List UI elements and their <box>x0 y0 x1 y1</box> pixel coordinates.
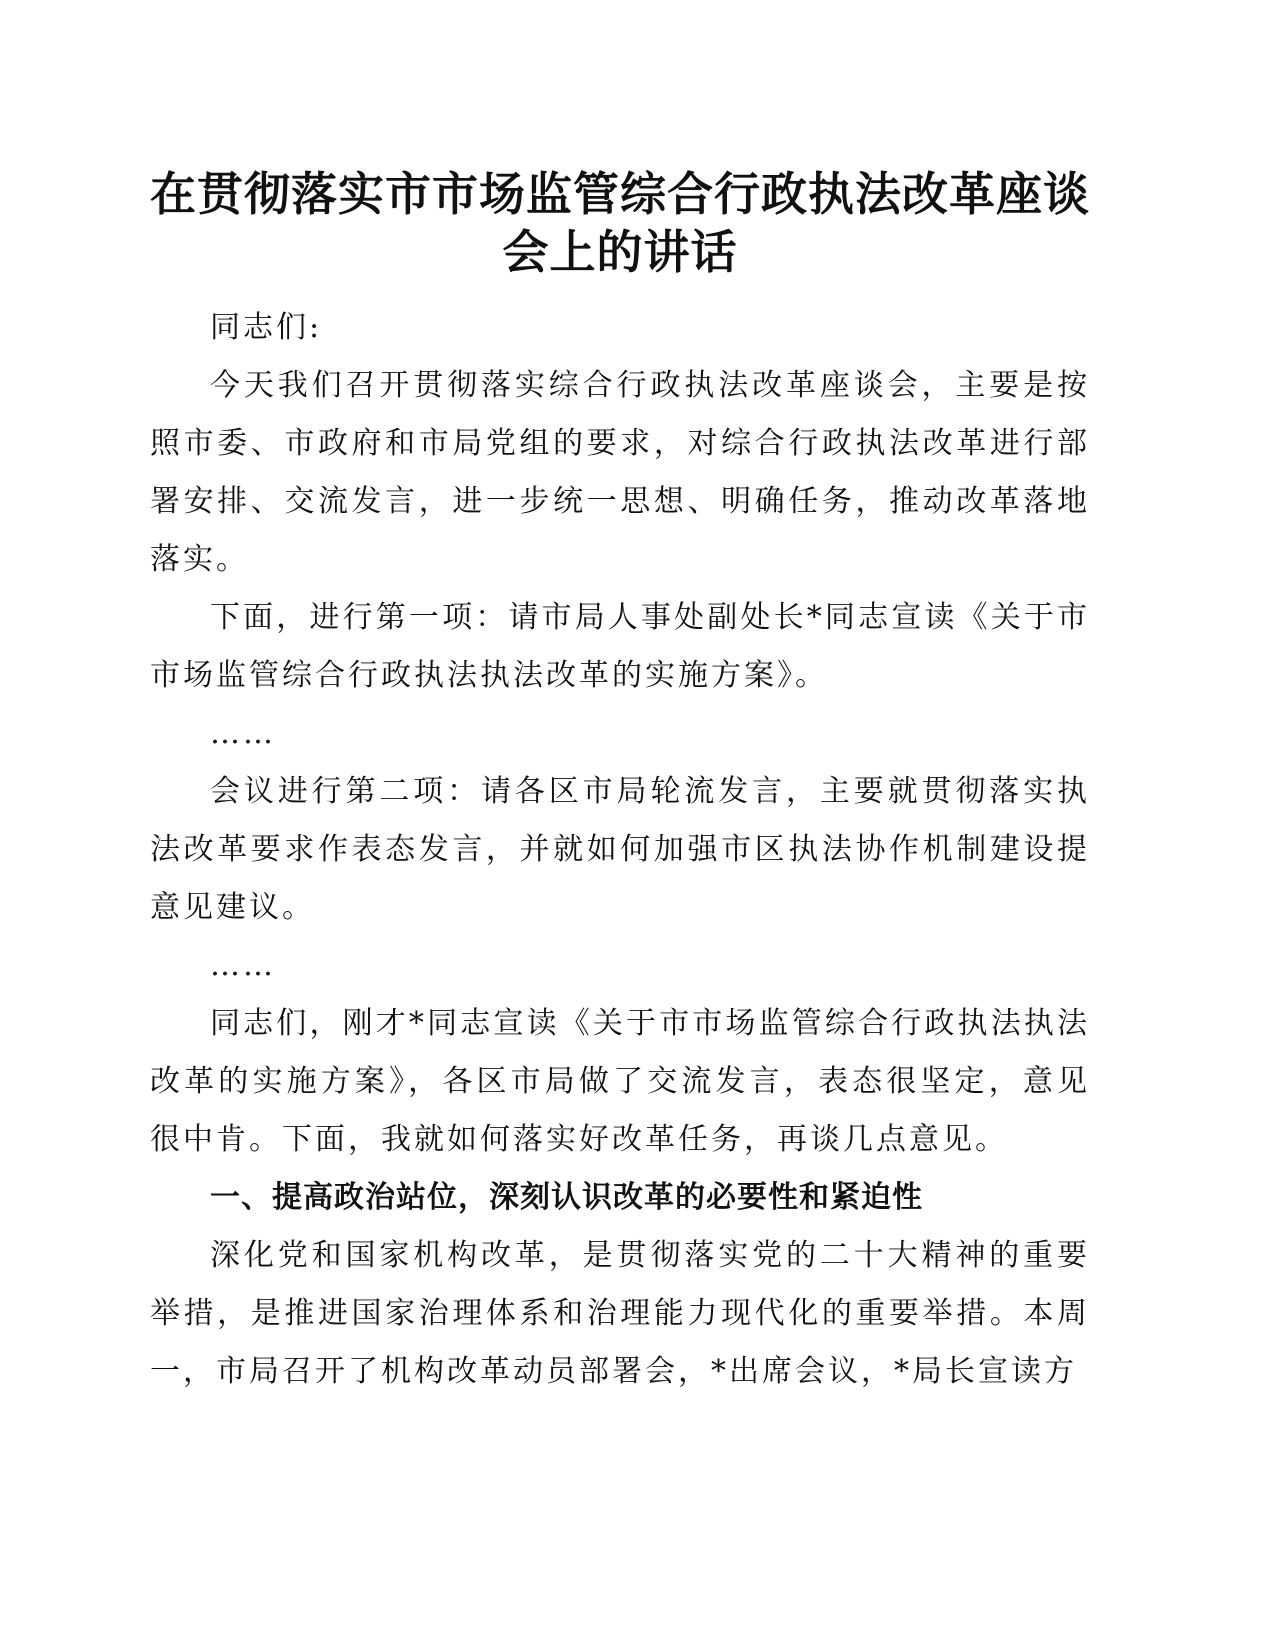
ellipsis-2: …… <box>210 948 276 983</box>
paragraph-summary: 同志们，刚才*同志宣读《关于市市场监管综合行政执法执法改革的实施方案》，各区市局做了交流发言，表态很坚定，意见很中肯。下面，我就如何落实好改革任务，再谈几点意见。 <box>150 1006 1090 1157</box>
title-line-2: 会上的讲话 <box>502 225 738 279</box>
section-heading: 一、提高政治站位，深刻认识改革的必要性和紧迫性 <box>210 1180 923 1215</box>
paragraph-item-two: 会议进行第二项：请各区市局轮流发言，主要就贯彻落实执法改革要求作表态发言，并就如何加强市区执法协作机制建设提意见建议。 <box>150 774 1090 925</box>
paragraph-opening: 今天我们召开贯彻落实综合行政执法改革座谈会，主要是按照市委、市政府和市局党组的要求，对综合行政执法改革进行部署安排、交流发言，进一步统一思想、明确任务，推动改革落地落实。 <box>150 368 1090 577</box>
document-page <box>150 165 1090 1401</box>
title-line-1: 在贯彻落实市市场监管综合行政执法改革座谈 <box>150 167 1090 221</box>
paragraph-item-one: 下面，进行第一项：请市局人事处副处长*同志宣读《关于市市场监管综合行政执法执法改革的实施方案》。 <box>150 600 1090 693</box>
ellipsis-1: …… <box>210 716 276 751</box>
salutation: 同志们: <box>210 310 323 345</box>
document-title <box>150 165 1090 281</box>
section-paragraph: 深化党和国家机构改革，是贯彻落实党的二十大精神的重要举措，是推进国家治理体系和治理能力现代化的重要举措。本周一，市局召开了机构改革动员部署会，*出席会议，*局长宣读方 <box>150 1238 1090 1389</box>
